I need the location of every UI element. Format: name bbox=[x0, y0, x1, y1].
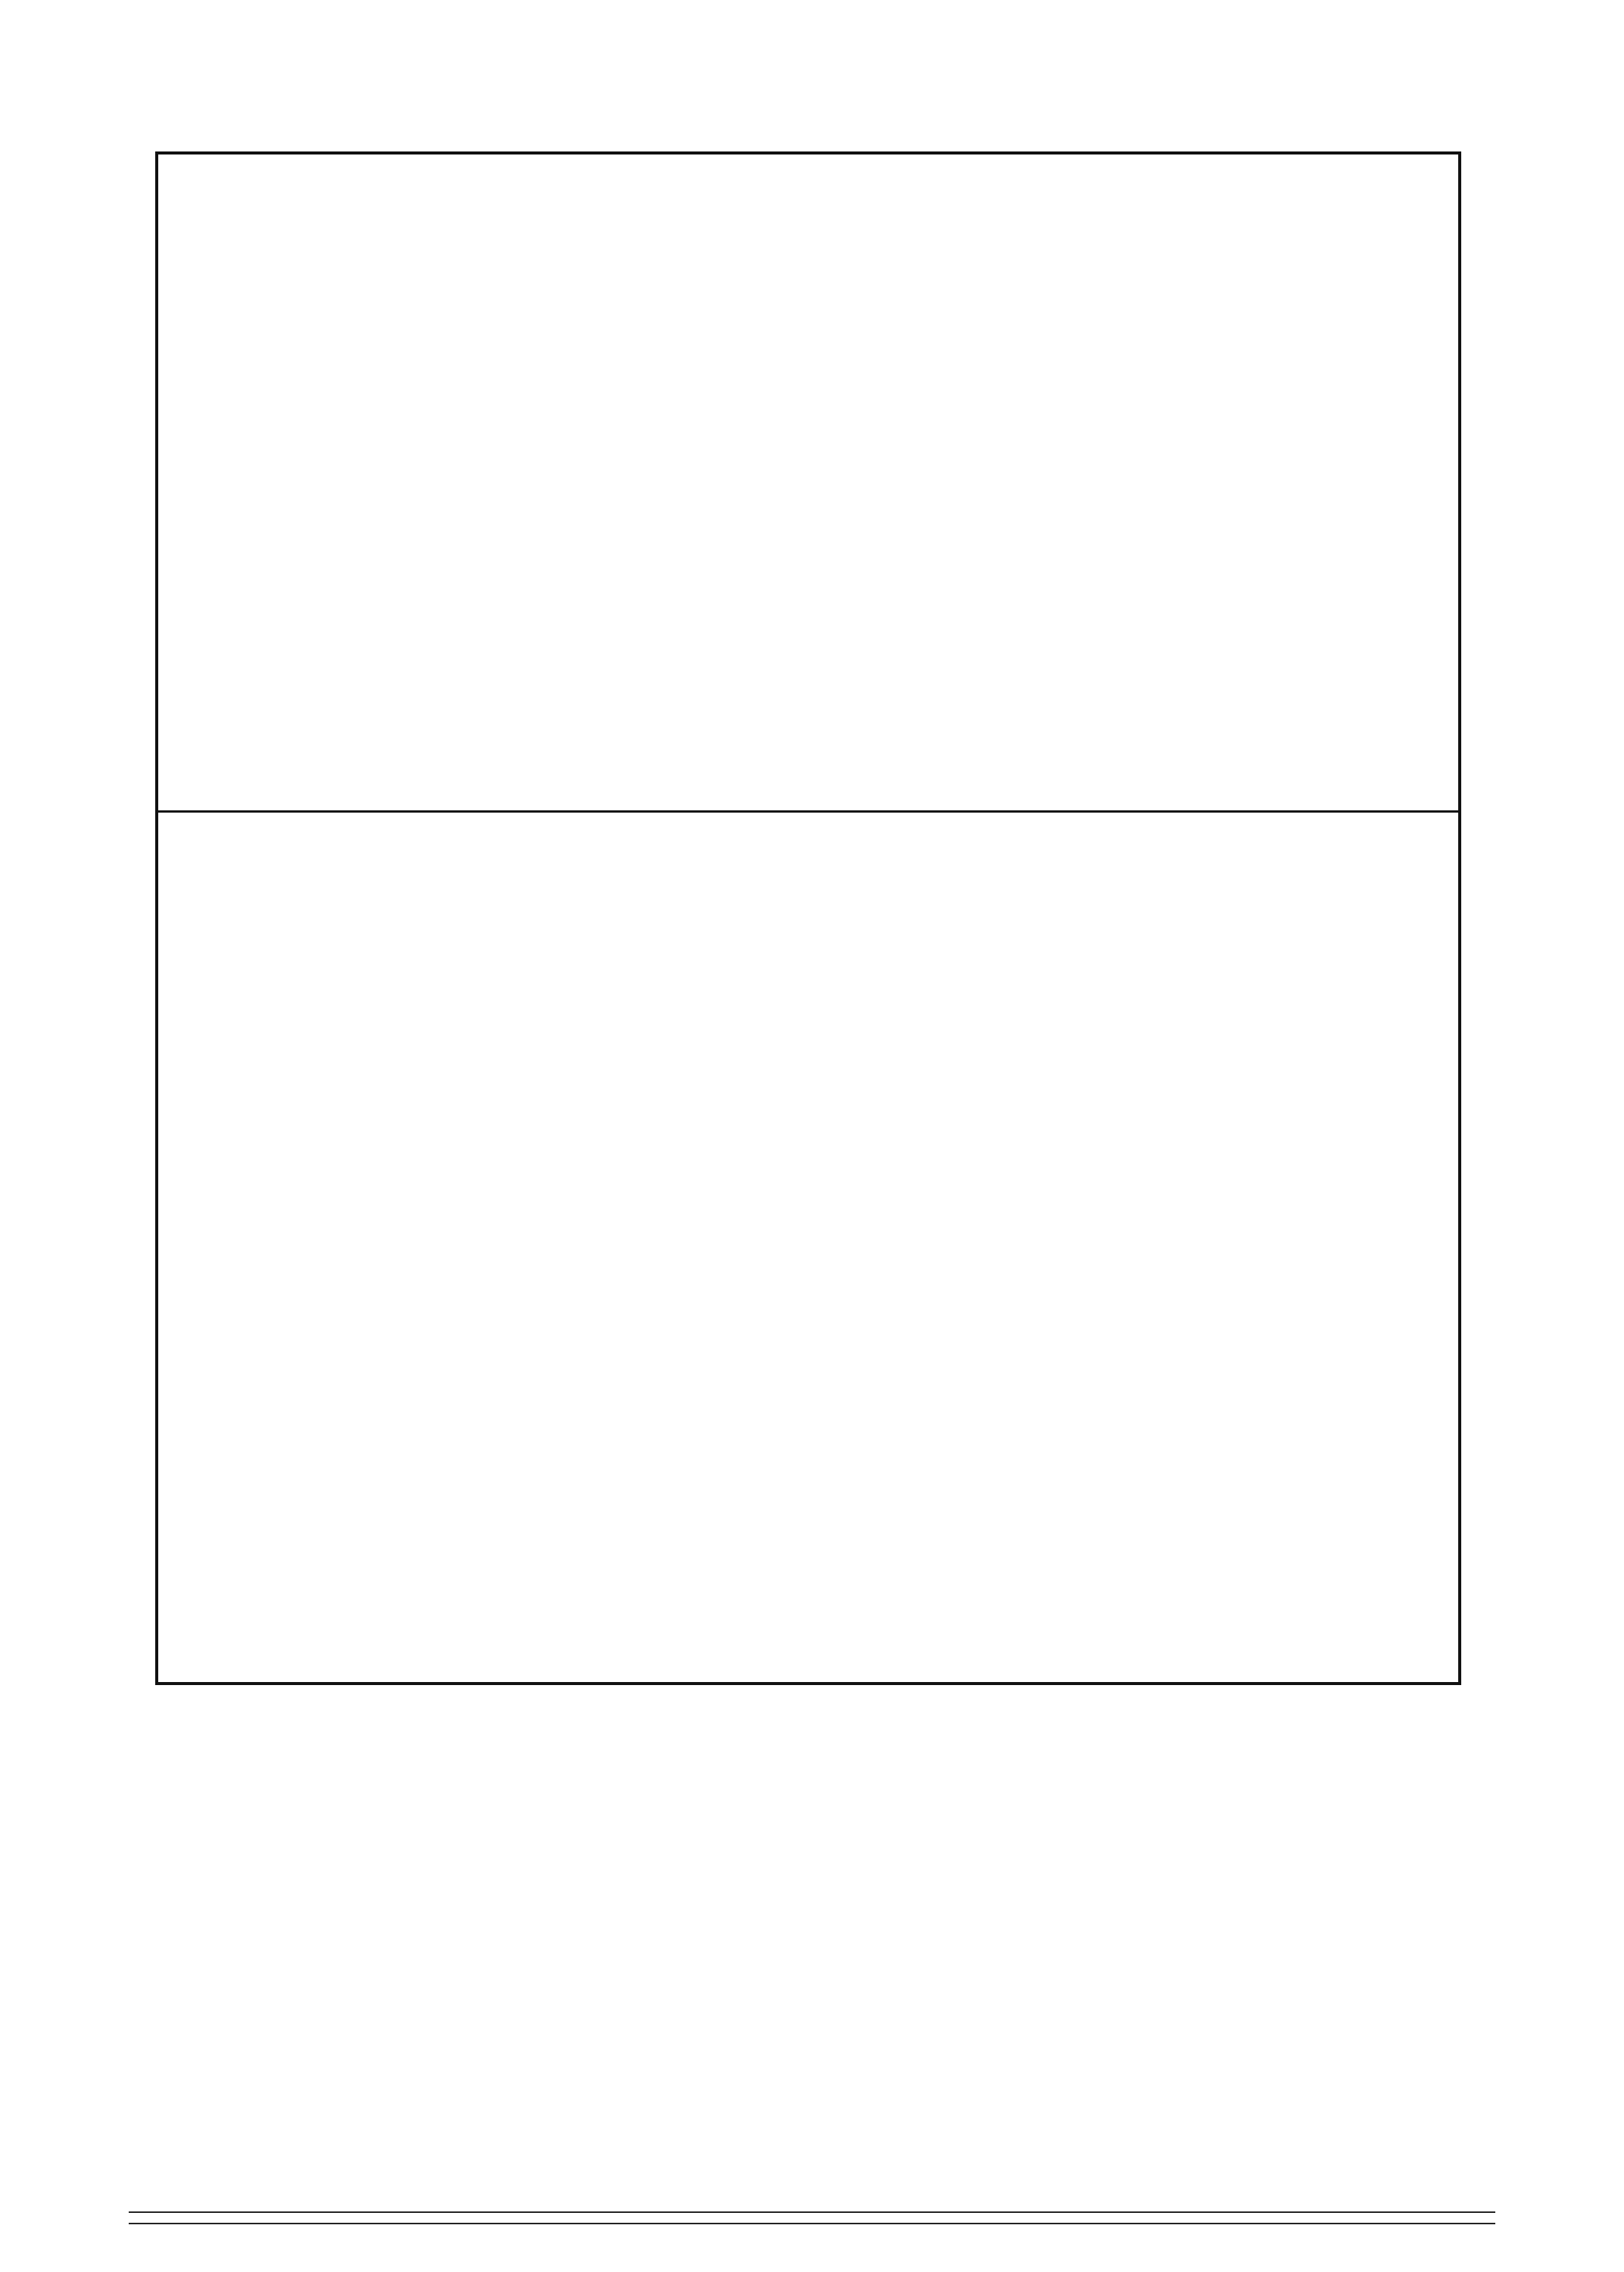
bottom-text-block bbox=[163, 819, 1454, 1677]
bottom-rule-2 bbox=[129, 2223, 1495, 2224]
bottom-rule-1 bbox=[129, 2211, 1495, 2213]
middle-divider bbox=[155, 810, 1461, 813]
top-text-block bbox=[163, 161, 1454, 803]
margin-running-head bbox=[95, 167, 125, 189]
